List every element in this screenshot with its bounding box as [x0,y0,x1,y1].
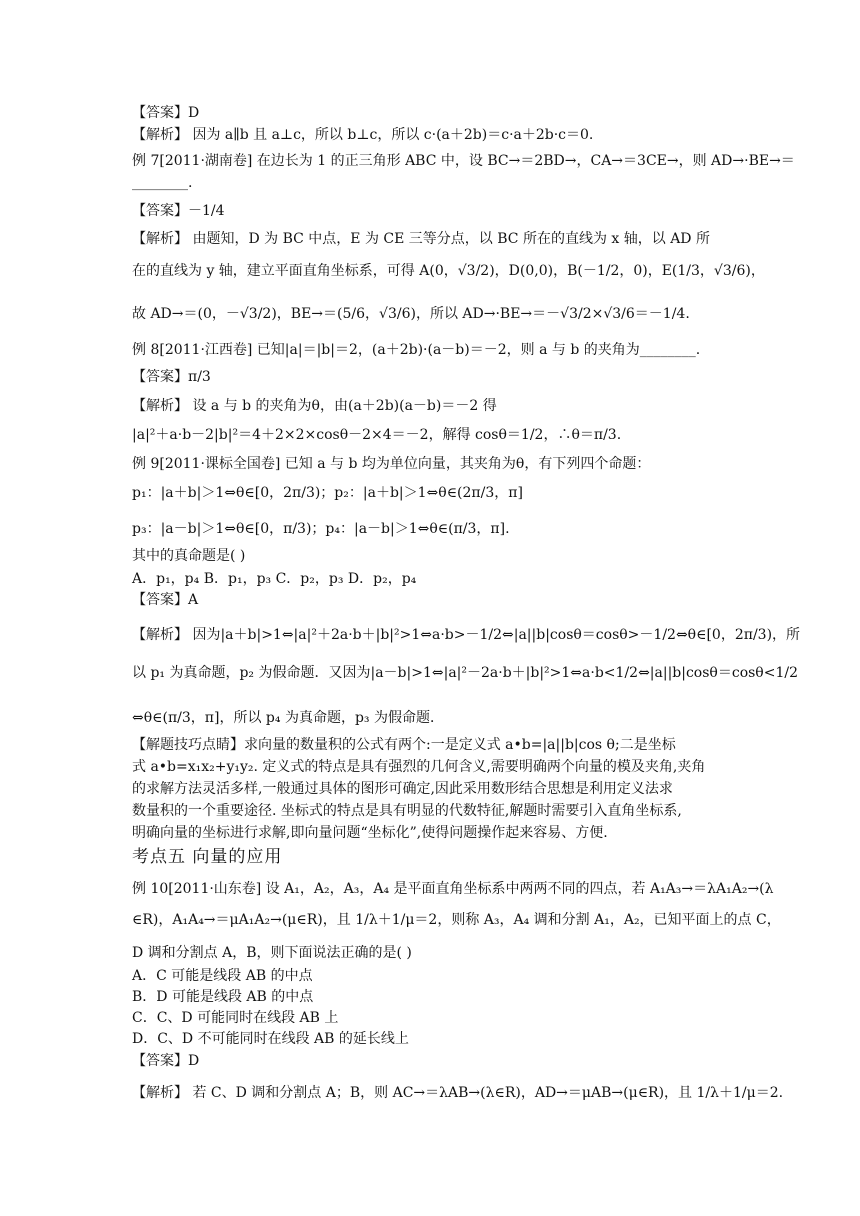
text-line: 【解题技巧点睛】求向量的数量积的公式有两个:一是定义式 a•b=|a||b|cos θ;二是坐标 [132,737,676,753]
text-line: p₁：|a＋b|＞1⇔θ∈[0，2π/3)；p₂：|a＋b|＞1⇔θ∈(2π/3，π] [132,485,523,501]
text-line: p₃：|a－b|＞1⇔θ∈[0，π/3)；p₄：|a－b|＞1⇔θ∈(π/3，π]. [132,521,510,537]
text-line: 例 8[2011·江西卷] 已知|a|＝|b|＝2，(a＋2b)·(a－b)＝－2，则 a 与 b 的夹角为________. [132,342,701,358]
text-line: 式 a•b=x₁x₂+y₁y₂. 定义式的特点是具有强烈的几何含义,需要明确两个向量的模及夹角,夹角 [132,759,706,775]
text-line: 的求解方法灵活多样,一般通过具体的图形可确定,因此采用数形结合思想是利用定义法求 [132,781,673,797]
text-line: 【解析】 由题知，D 为 BC 中点，E 为 CE 三等分点，以 BC 所在的直线为 x 轴，以 AD 所 [132,231,710,247]
text-line: B．D 可能是线段 AB 的中点 [132,989,314,1005]
text-line: A．p₁，p₄ B．p₁，p₃ C．p₂，p₃ D．p₂，p₄ [132,571,417,587]
text-line: D 调和分割点 A，B，则下面说法正确的是( ) [132,945,412,961]
text-line: 【答案】－1/4 [132,203,225,219]
text-line: 例 9[2011·课标全国卷] 已知 a 与 b 均为单位向量，其夹角为θ，有下列四个命题： [132,456,651,472]
section-heading: 考点五 向量的应用 [132,847,283,867]
text-line: 【解析】 因为|a＋b|>1⇔|a|²＋2a·b＋|b|²>1⇔a·b>－1/2⇔|a||b|cosθ＝cosθ>－1/2⇔θ∈[0，2π/3)，所 [132,627,801,643]
text-line: ∈R)，A₁A₄→＝μA₁A₂→(μ∈R)，且 1/λ＋1/μ＝2，则称 A₃，A₄ 调和分割 A₁，A₂，已知平面上的点 C， [132,912,781,928]
text-line: 以 p₁ 为真命题，p₂ 为假命题．又因为|a－b|>1⇔|a|²－2a·b＋|b|²>1⇔a·b<1/2⇔|a||b|cosθ＝cosθ<1/2 [132,665,798,681]
text-line: 【答案】π/3 [132,369,211,385]
text-line: 【答案】A [132,592,199,608]
text-line: 【答案】D [132,105,200,121]
text-line: 【解析】 若 C、D 调和分割点 A；B，则 AC→＝λAB→(λ∈R)，AD→＝μAB→(μ∈R)，且 1/λ＋1/μ＝2. [132,1085,784,1101]
text-line: D．C、D 不可能同时在线段 AB 的延长线上 [132,1031,409,1047]
text-line: ________. [132,175,193,191]
text-line: 【解析】 设 a 与 b 的夹角为θ，由(a＋2b)(a－b)＝－2 得 [132,398,497,414]
text-line: C．C、D 可能同时在线段 AB 上 [132,1010,339,1026]
text-line: 例 10[2011·山东卷] 设 A₁，A₂，A₃，A₄ 是平面直角坐标系中两两不同的四点，若 A₁A₃→＝λA₁A₂→(λ [132,881,774,897]
text-line: 【答案】D [132,1053,200,1069]
text-line: 在的直线为 y 轴，建立平面直角坐标系，可得 A(0，√3/2)，D(0,0)，B(－1/2，0)，E(1/3，√3/6)， [132,263,765,279]
text-line: 例 7[2011·湖南卷] 在边长为 1 的正三角形 ABC 中，设 BC→＝2BD→，CA→＝3CE→，则 AD→·BE→＝ [132,153,795,169]
text-line: |a|²＋a·b－2|b|²＝4＋2×2×cosθ－2×4＝－2，解得 cosθ＝1/2，∴θ＝π/3. [132,427,622,443]
text-line: ⇔θ∈(π/3，π]，所以 p₄ 为真命题，p₃ 为假命题． [132,710,444,726]
text-line: 故 AD→＝(0，－√3/2)，BE→＝(5/6，√3/6)，所以 AD→·BE→＝－√3/2×√3/6＝－1/4. [132,306,690,322]
text-line: 其中的真命题是( ) [132,548,246,564]
text-line: 数量积的一个重要途径. 坐标式的特点是具有明显的代数特征,解题时需要引入直角坐标系, [132,803,682,819]
text-line: 【解析】 因为 a∥b 且 a⊥c，所以 b⊥c，所以 c·(a＋2b)＝c·a＋2b·c＝0. [132,127,594,143]
text-line: A．C 可能是线段 AB 的中点 [132,968,313,984]
text-line: 明确向量的坐标进行求解,即向量问题“坐标化”,使得问题操作起来容易、方便. [132,825,608,841]
